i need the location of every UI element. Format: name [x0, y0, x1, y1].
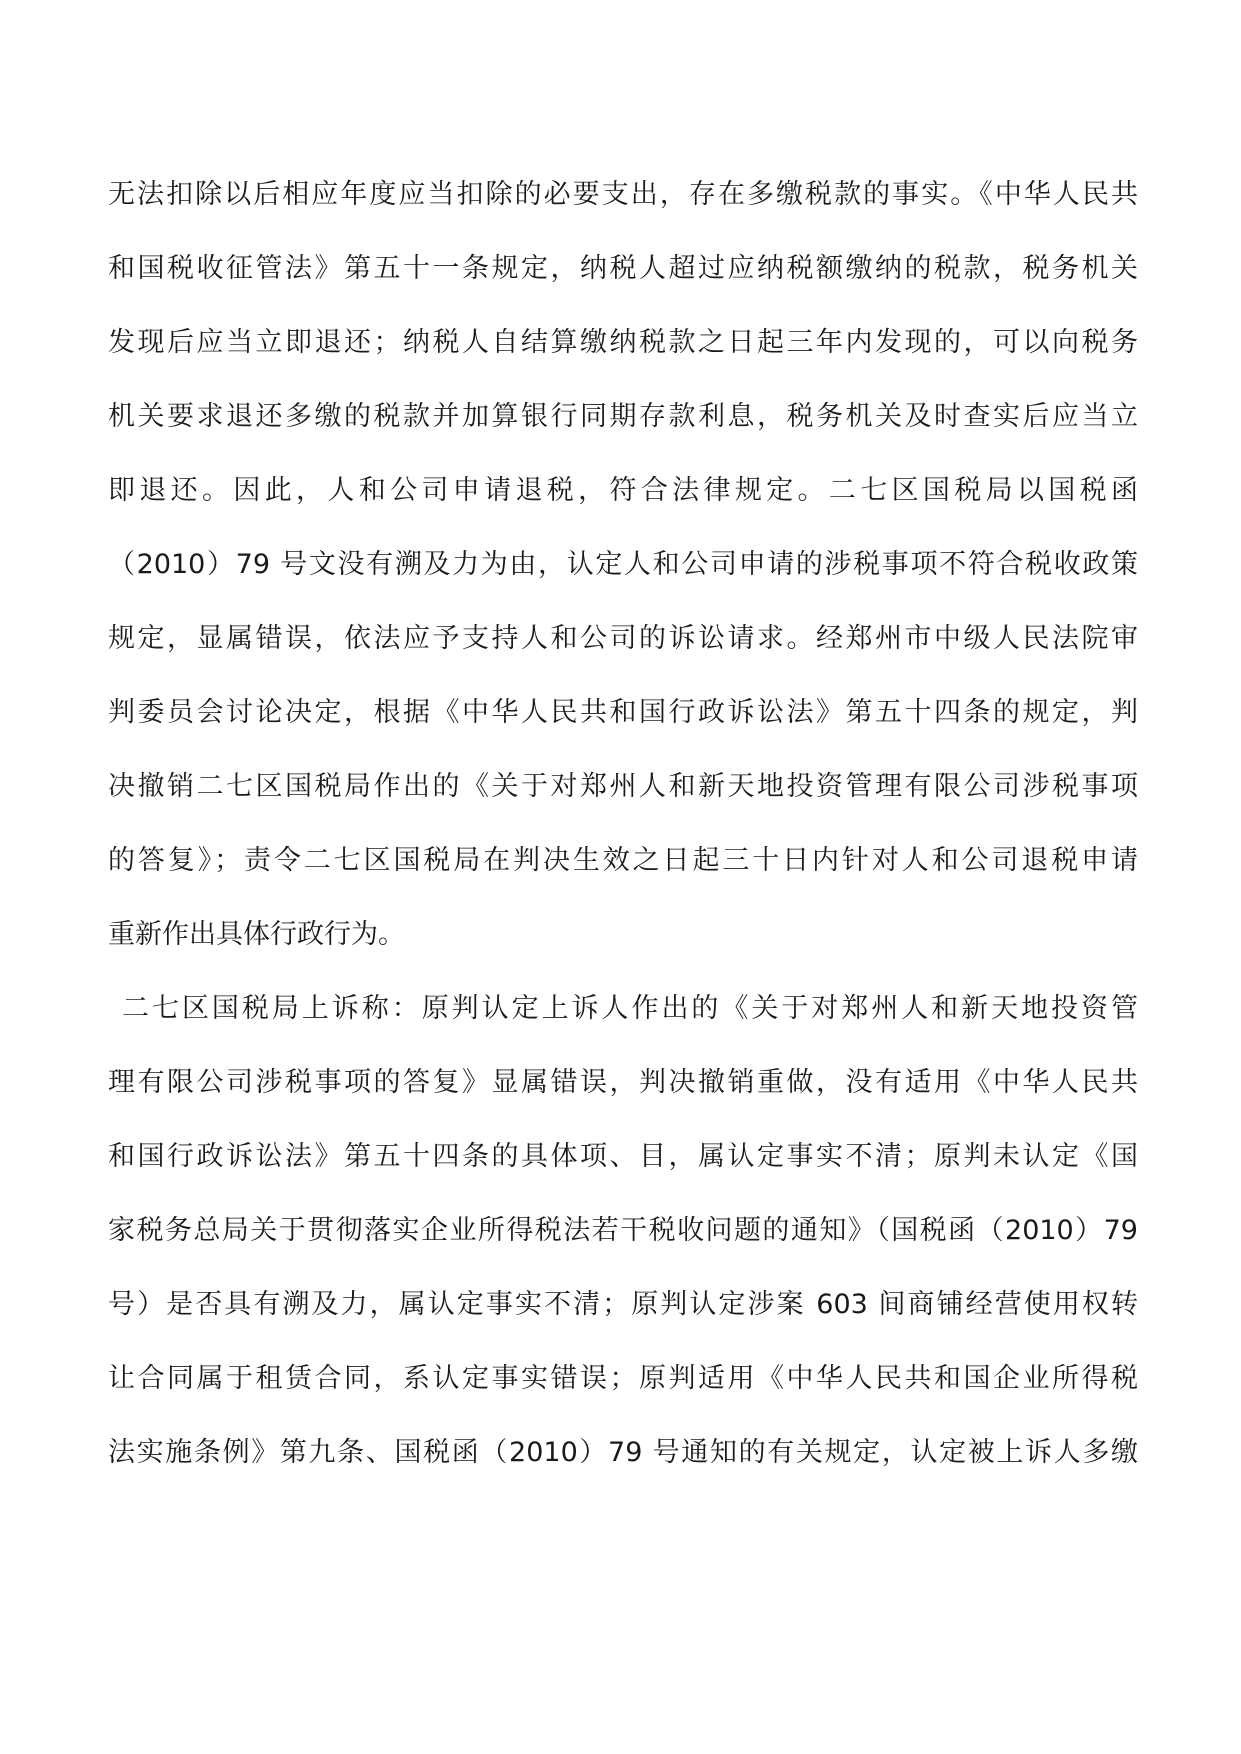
- text-line: 机关要求退还多缴的税款并加算银行同期存款利息，税务机关及时查实后应当立: [108, 401, 1138, 432]
- text-line: 发现后应当立即退还；纳税人自结算缴纳税款之日起三年内发现的，可以向税务: [108, 327, 1138, 358]
- text-line: 决撤销二七区国税局作出的《关于对郑州人和新天地投资管理有限公司涉税事项: [108, 771, 1138, 802]
- text-line: 重新作出具体行政行为。: [108, 919, 405, 950]
- text-line: 家税务总局关于贯彻落实企业所得税法若干税收问题的通知》（国税函（2010）79: [108, 1215, 1138, 1246]
- text-line: 让合同属于租赁合同，系认定事实错误；原判适用《中华人民共和国企业所得税: [108, 1363, 1138, 1394]
- text-line: 法实施条例》第九条、国税函（2010）79 号通知的有关规定，认定被上诉人多缴: [108, 1437, 1138, 1468]
- text-line: 和国税收征管法》第五十一条规定，纳税人超过应纳税额缴纳的税款，税务机关: [108, 253, 1138, 284]
- text-line: 即退还。因此，人和公司申请退税，符合法律规定。二七区国税局以国税函: [108, 475, 1138, 506]
- text-line: 和国行政诉讼法》第五十四条的具体项、目，属认定事实不清；原判未认定《国: [108, 1141, 1138, 1172]
- text-line: （2010）79 号文没有溯及力为由，认定人和公司申请的涉税事项不符合税收政策: [108, 549, 1138, 580]
- text-line: 理有限公司涉税事项的答复》显属错误，判决撤销重做，没有适用《中华人民共: [108, 1067, 1138, 1098]
- text-line: 判委员会讨论决定，根据《中华人民共和国行政诉讼法》第五十四条的规定，判: [108, 697, 1138, 728]
- paragraph-first-line: 二七区国税局上诉称：原判认定上诉人作出的《关于对郑州人和新天地投资管: [122, 993, 1138, 1024]
- text-line: 规定，显属错误，依法应予支持人和公司的诉讼请求。经郑州市中级人民法院审: [108, 623, 1138, 654]
- text-line: 号）是否具有溯及力，属认定事实不清；原判认定涉案 603 间商铺经营使用权转: [108, 1289, 1138, 1320]
- text-line: 无法扣除以后相应年度应当扣除的必要支出，存在多缴税款的事实。《中华人民共: [108, 179, 1138, 210]
- document-body: [108, 158, 1138, 1490]
- text-line: 的答复》；责令二七区国税局在判决生效之日起三十日内针对人和公司退税申请: [108, 845, 1138, 876]
